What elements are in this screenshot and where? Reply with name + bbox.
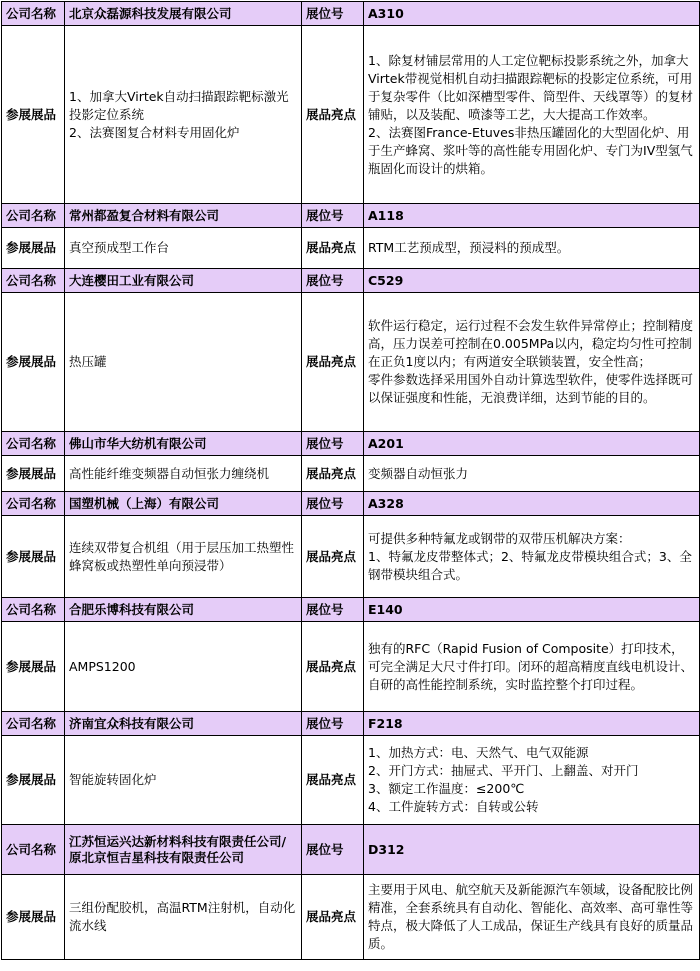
booth-number: A118 — [364, 204, 700, 228]
company-name-label: 公司名称 — [2, 712, 65, 736]
highlights-label: 展品亮点 — [302, 622, 364, 712]
booth-number: F218 — [364, 712, 700, 736]
company-header-row — [2, 2, 700, 26]
exhibits-label: 参展展品 — [2, 622, 65, 712]
company-name: 佛山市华大纺机有限公司 — [65, 432, 302, 456]
exhibits-label: 参展展品 — [2, 456, 65, 492]
company-name-label: 公司名称 — [2, 432, 65, 456]
highlights-text: 独有的RFC（Rapid Fusion of Composite）打印技术，可完全满足大尺寸件打印。闭环的超高精度直线电机设计、自研的高性能控制系统，实时监控整个打印过程。 — [364, 622, 700, 712]
company-header-row — [2, 712, 700, 736]
booth-number-label: 展位号 — [302, 432, 364, 456]
booth-number: D312 — [364, 825, 700, 875]
exhibit-detail-row — [2, 228, 700, 269]
booth-number: C529 — [364, 269, 700, 293]
exhibit-detail-row — [2, 736, 700, 825]
highlights-text: 1、除复材铺层常用的人工定位靶标投影系统之外，加拿大Virtek带视觉相机自动扫描跟踪靶标的投影定位系统，可用于复杂零件（比如深槽型零件、筒型件、天线罩等）的复材铺贴，以及装配、喷漆等工艺，大大提高工作效率。 2、法赛图France-Etuves非热压罐固化的大型固化炉、用于生产蜂窝、浆叶等的高性能专用固化炉、专门为IV型氢气瓶固化而设计的烘箱。 — [364, 26, 700, 204]
company-name-label: 公司名称 — [2, 204, 65, 228]
booth-number-label: 展位号 — [302, 712, 364, 736]
company-name-label: 公司名称 — [2, 598, 65, 622]
company-name: 济南宜众科技有限公司 — [65, 712, 302, 736]
exhibits-label: 参展展品 — [2, 516, 65, 598]
exhibitor-table-body — [2, 2, 700, 960]
booth-number-label: 展位号 — [302, 2, 364, 26]
company-header-row — [2, 204, 700, 228]
company-name: 大连樱田工业有限公司 — [65, 269, 302, 293]
exhibits-text: 热压罐 — [65, 293, 302, 432]
company-name: 合肥乐博科技有限公司 — [65, 598, 302, 622]
highlights-text: 1、加热方式：电、天然气、电气双能源 2、开门方式：抽屉式、平开门、上翻盖、对开门 3、额定工作温度：≤200℃ 4、工件旋转方式：自转或公转 — [364, 736, 700, 825]
highlights-text: 变频器自动恒张力 — [364, 456, 700, 492]
company-name-label: 公司名称 — [2, 269, 65, 293]
company-name-label: 公司名称 — [2, 492, 65, 516]
booth-number-label: 展位号 — [302, 598, 364, 622]
booth-number: E140 — [364, 598, 700, 622]
booth-number: A201 — [364, 432, 700, 456]
company-name: 江苏恒运兴达新材料科技有限责任公司/原北京恒吉星科技有限责任公司 — [65, 825, 302, 875]
highlights-text: RTM工艺预成型，预浸料的预成型。 — [364, 228, 700, 269]
exhibits-label: 参展展品 — [2, 26, 65, 204]
booth-number: A310 — [364, 2, 700, 26]
company-header-row — [2, 492, 700, 516]
highlights-label: 展品亮点 — [302, 26, 364, 204]
exhibit-detail-row — [2, 26, 700, 204]
exhibits-label: 参展展品 — [2, 875, 65, 960]
booth-number-label: 展位号 — [302, 204, 364, 228]
booth-number-label: 展位号 — [302, 825, 364, 875]
company-name-label: 公司名称 — [2, 2, 65, 26]
exhibits-text: 高性能纤维变频器自动恒张力缠绕机 — [65, 456, 302, 492]
exhibit-detail-row — [2, 875, 700, 960]
company-name: 北京众磊源科技发展有限公司 — [65, 2, 302, 26]
exhibits-label: 参展展品 — [2, 228, 65, 269]
company-header-row — [2, 269, 700, 293]
exhibit-detail-row — [2, 622, 700, 712]
exhibitor-table — [1, 1, 700, 960]
highlights-label: 展品亮点 — [302, 456, 364, 492]
exhibits-text: 真空预成型工作台 — [65, 228, 302, 269]
highlights-label: 展品亮点 — [302, 516, 364, 598]
exhibits-text: 1、加拿大Virtek自动扫描跟踪靶标激光投影定位系统 2、法赛图复合材料专用固化炉 — [65, 26, 302, 204]
exhibits-label: 参展展品 — [2, 293, 65, 432]
booth-number: A328 — [364, 492, 700, 516]
highlights-label: 展品亮点 — [302, 293, 364, 432]
company-name: 常州都盈复合材料有限公司 — [65, 204, 302, 228]
exhibit-detail-row — [2, 456, 700, 492]
booth-number-label: 展位号 — [302, 269, 364, 293]
company-name-label: 公司名称 — [2, 825, 65, 875]
company-header-row — [2, 825, 700, 875]
booth-number-label: 展位号 — [302, 492, 364, 516]
highlights-label: 展品亮点 — [302, 228, 364, 269]
highlights-label: 展品亮点 — [302, 875, 364, 960]
highlights-text: 主要用于风电、航空航天及新能源汽车领域，设备配胶比例精准，全套系统具有自动化、智能化、高效率、高可靠性等特点，极大降低了人工成品，保证生产线具有良好的质量品质。 — [364, 875, 700, 960]
exhibit-detail-row — [2, 516, 700, 598]
exhibits-text: 连续双带复合机组（用于层压加工热塑性蜂窝板或热塑性单向预浸带） — [65, 516, 302, 598]
exhibits-text: 三组份配胶机，高温RTM注射机，自动化流水线 — [65, 875, 302, 960]
company-header-row — [2, 598, 700, 622]
company-header-row — [2, 432, 700, 456]
exhibits-text: 智能旋转固化炉 — [65, 736, 302, 825]
exhibits-text: AMPS1200 — [65, 622, 302, 712]
exhibits-label: 参展展品 — [2, 736, 65, 825]
highlights-text: 可提供多种特氟龙或钢带的双带压机解决方案： 1、特氟龙皮带整体式；2、特氟龙皮带模块组合式；3、全钢带模块组合式。 — [364, 516, 700, 598]
highlights-label: 展品亮点 — [302, 736, 364, 825]
company-name: 国塑机械（上海）有限公司 — [65, 492, 302, 516]
exhibit-detail-row — [2, 293, 700, 432]
highlights-text: 软件运行稳定，运行过程不会发生软件异常停止；控制精度高，压力误差可控制在0.005MPa以内，稳定均匀性可控制在正负1度以内；有两道安全联锁装置，安全性高； 零件参数选择采用国外自动计算选型软件，使零件选择既可以保证强度和性能，无浪费详细，达到节能的目的。 — [364, 293, 700, 432]
